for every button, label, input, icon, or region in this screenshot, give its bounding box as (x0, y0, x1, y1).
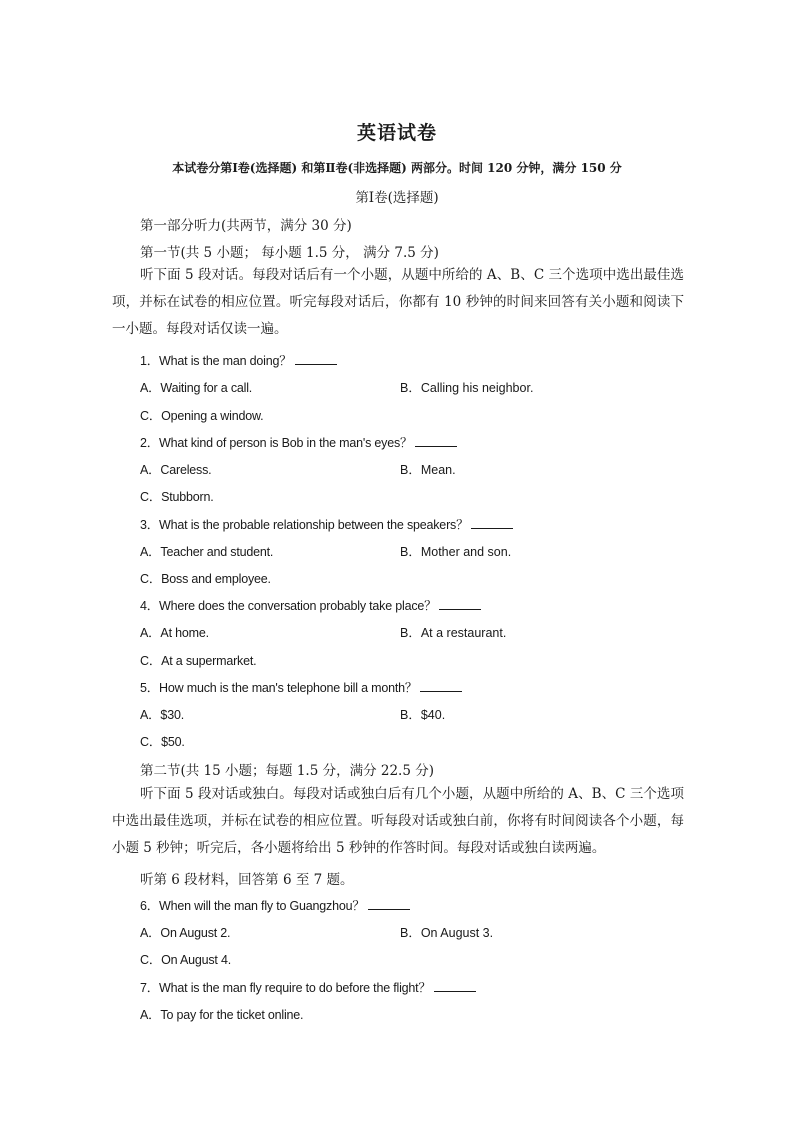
question-4-option-b: B．At a restaurant. (400, 626, 507, 640)
question-2-option-a: A．Careless. (140, 463, 212, 477)
question-5-option-a: A．$30. (140, 708, 184, 722)
question-2-option-c: C．Stubborn. (140, 490, 214, 504)
answer-blank (439, 599, 481, 610)
question-6-option-a: A．On August 2. (140, 926, 231, 940)
question-4-option-a: A．At home. (140, 626, 209, 640)
part1-heading: 第一部分听力(共两节，满分 30 分) (140, 218, 352, 234)
question-1-option-b: B．Calling his neighbor. (400, 381, 534, 395)
answer-blank (420, 681, 462, 692)
question-2-option-b: B．Mean. (400, 463, 456, 477)
question-2-stem: 2．What kind of person is Bob in the man's eyes？ (140, 433, 457, 451)
question-1-option-c: C．Opening a window. (140, 409, 264, 423)
section1-heading: 第一节(共 5 小题； 每小题 1.5 分， 满分 7.5 分) (140, 245, 439, 261)
question-5-option-c: C．$50. (140, 735, 185, 749)
question-1-stem: 1．What is the man doing？ (140, 351, 337, 369)
question-4-option-c: C．At a supermarket. (140, 654, 257, 668)
question-5-option-b: B．$40. (400, 708, 446, 722)
question-3-stem: 3．What is the probable relationship between the speakers？ (140, 515, 513, 533)
volume-label: 第Ⅰ卷(选择题) (355, 190, 439, 206)
exam-subtitle: 本试卷分第Ⅰ卷(选择题) 和第Ⅱ卷(非选择题) 两部分。时间 120 分钟，满分 150 分 (172, 161, 622, 175)
section2-heading: 第二节(共 15 小题；每题 1.5 分，满分 22.5 分) (140, 763, 434, 779)
answer-blank (471, 518, 513, 529)
answer-blank (368, 899, 410, 910)
question-6-stem: 6．When will the man fly to Guangzhou？ (140, 896, 410, 914)
answer-blank (295, 354, 337, 365)
section1-instructions: 听下面 5 段对话。每段对话后有一个小题，从题中所给的 A、B、C 三个选项中选出最佳选项，并标在试卷的相应位置。听完每段对话后，你都有 10 秒钟的时间来回答有关小题和阅读下一小题。每段对话仅读一遍。 (112, 267, 684, 338)
question-4-stem: 4．Where does the conversation probably take place？ (140, 596, 481, 614)
question-3-option-b: B．Mother and son. (400, 545, 512, 559)
answer-blank (434, 981, 476, 992)
question-5-stem: 5．How much is the man's telephone bill a month？ (140, 678, 462, 696)
question-7-stem: 7．What is the man fly require to do before the flight？ (140, 978, 476, 996)
material6-heading: 听第 6 段材料，回答第 6 至 7 题。 (140, 872, 354, 888)
exam-title: 英语试卷 (356, 122, 437, 144)
question-7-option-a: A．To pay for the ticket online. (140, 1008, 304, 1022)
question-6-option-c: C．On August 4. (140, 953, 231, 967)
question-1-option-a: A．Waiting for a call. (140, 381, 253, 395)
question-3-option-c: C．Boss and employee. (140, 572, 271, 586)
answer-blank (415, 436, 457, 447)
question-3-option-a: A．Teacher and student. (140, 545, 274, 559)
section2-instructions: 听下面 5 段对话或独白。每段对话或独白后有几个小题，从题中所给的 A、B、C 三个选项中选出最佳选项，并标在试卷的相应位置。听每段对话或独白前，你将有时间阅读各个小题，每小题 5 秒钟；听完后，各小题将给出 5 秒钟的作答时间。每段对话或独白读两遍。 (112, 786, 684, 857)
question-6-option-b: B．On August 3. (400, 926, 494, 940)
